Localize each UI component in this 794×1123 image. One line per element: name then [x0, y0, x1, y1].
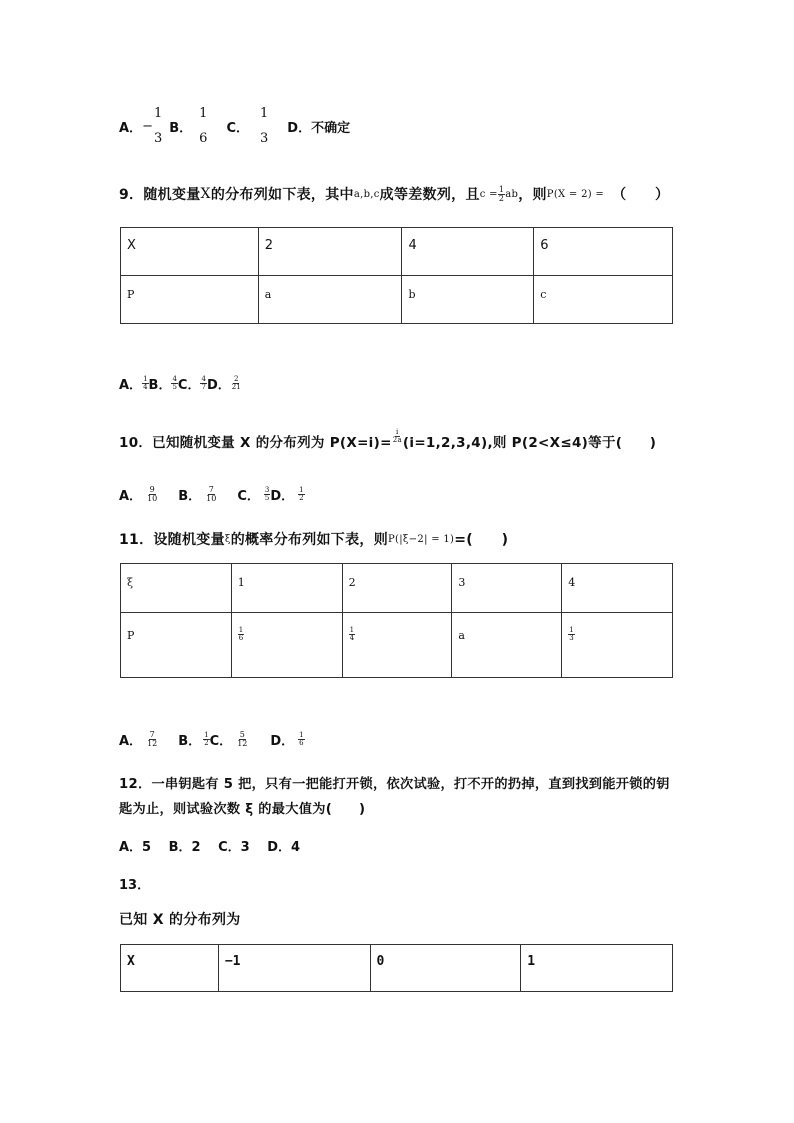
q10-option-b-label: B．: [178, 488, 202, 504]
q9-paren: （ ）: [612, 187, 670, 203]
q8-option-b-fraction: 1 6: [199, 106, 208, 146]
q9-stem: [119, 182, 669, 206]
q9-option-b-fraction: $\frac{4}{5}$: [172, 374, 177, 391]
q11-cell: a: [452, 613, 562, 678]
q9-option-b-label: B．: [148, 377, 172, 393]
q10-option-a-label: A．: [119, 488, 143, 504]
q11-stem: [119, 527, 508, 551]
q10-prefix: 10．已知随机变量 X 的分布列为 P(X=i)=: [119, 435, 392, 451]
q9-table-row: [121, 276, 673, 324]
q8-option-d-label: D．不确定: [287, 120, 351, 136]
q9-option-c-label: C．: [177, 377, 201, 393]
q11-cell: 1: [231, 564, 342, 613]
q9-mid3: ，则: [518, 187, 547, 203]
q9-option-d-label: D．: [206, 377, 231, 393]
q10-option-d-fraction: $\frac{1}{2}$: [299, 485, 304, 502]
q10-option-b-fraction: $\frac{7}{10}$: [206, 484, 217, 503]
q9-px2: P(X = 2) =: [546, 188, 605, 200]
q8-option-c-label: C．: [226, 120, 249, 136]
q12-line2: 匙为止，则试验次数 ξ 的最大值为( ): [119, 802, 366, 817]
q11-xi: ξ: [224, 533, 231, 545]
q11-table-row: [121, 564, 673, 613]
q11-suffix: =( ): [454, 532, 509, 548]
q10-suffix: (i=1,2,3,4),则 P(2<X≤4)等于( ): [402, 435, 657, 451]
q9-cell: b: [402, 276, 534, 324]
q11-option-a-label: A．: [119, 733, 143, 749]
q8-option-c-fraction: 1 3: [260, 106, 269, 146]
q12-line1: 12．一串钥匙有 5 把，只有一把能打开锁，依次试验，打不开的扔掉，直到找到能开锁的钥: [119, 777, 670, 792]
q11-cell: 4: [562, 564, 673, 613]
q11-cell: $\frac{1}{4}$: [342, 613, 452, 678]
q11-table: [120, 563, 673, 678]
q9-cell: 6: [534, 228, 673, 276]
q8-option-a-label: A．: [119, 120, 143, 136]
q9-options: [119, 371, 242, 395]
q13-number: 13．: [119, 878, 151, 893]
q9-option-d-fraction: $\frac{2}{21}$: [231, 374, 241, 391]
q11-option-c-fraction: $\frac{5}{12}$: [237, 729, 248, 748]
q10-option-d-label: D．: [270, 488, 295, 504]
q10-options: [119, 479, 305, 509]
q11-mid: 的概率分布列如下表，则: [230, 532, 389, 548]
q11-cell: $\frac{1}{3}$: [562, 613, 673, 678]
q10-stem: [119, 424, 656, 458]
q9-cell: 2: [258, 228, 402, 276]
q11-prefix: 11．设随机变量: [119, 532, 225, 548]
q10-option-c-label: C．: [237, 488, 260, 504]
q11-table-row: [121, 613, 673, 678]
q13-intro: 已知 X 的分布列为: [119, 912, 241, 928]
q9-c-eq: c =: [479, 188, 498, 200]
q11-cell: ξ: [121, 564, 232, 613]
q11-cell: $\frac{1}{6}$: [231, 613, 342, 678]
q9-ab: ab: [505, 188, 519, 200]
q11-option-b-label: B．: [178, 733, 202, 749]
q11-option-d-fraction: $\frac{1}{6}$: [299, 730, 304, 747]
q9-option-a-label: A．: [119, 377, 143, 393]
q11-option-d-label: D．: [270, 733, 295, 749]
q8-option-a-sign: −: [142, 118, 153, 134]
q9-option-c-fraction: $\frac{4}{7}$: [201, 374, 206, 391]
q13-cell: X: [121, 945, 219, 992]
q9-option-a-fraction: $\frac{1}{4}$: [143, 374, 148, 391]
q9-cell: P: [121, 276, 259, 324]
q9-half-fraction: $\frac{1}{2}$: [498, 184, 505, 203]
q13-cell: 1: [521, 945, 673, 992]
q10-option-c-fraction: $\frac{3}{5}$: [264, 485, 270, 502]
q8-option-a-fraction: 1 3: [153, 106, 163, 146]
q9-prefix: 9．随机变量: [119, 187, 201, 203]
q11-option-c-label: C．: [209, 733, 233, 749]
q9-cell: X: [121, 228, 259, 276]
q9-table-row: [121, 228, 673, 276]
q13-cell: −1: [218, 945, 370, 992]
q9-cell: 4: [402, 228, 534, 276]
q11-expr: P(|ξ−2| = 1): [388, 533, 455, 545]
q9-table: [120, 227, 673, 324]
q11-cell: 3: [452, 564, 562, 613]
q13-table: [120, 944, 673, 992]
q9-mid2: 成等差数列，且: [379, 187, 480, 203]
q13-cell: 0: [370, 945, 521, 992]
q9-var: X: [200, 186, 211, 202]
q9-cell: c: [534, 276, 673, 324]
q11-cell: P: [121, 613, 232, 678]
q11-option-a-fraction: $\frac{7}{12}$: [147, 729, 158, 748]
q10-fraction: $\frac{i}{2a}$: [392, 427, 402, 444]
q11-cell: 2: [342, 564, 452, 613]
q9-cell: a: [258, 276, 402, 324]
q9-mid1: 的分布列如下表，其中: [210, 187, 354, 203]
q11-options: [119, 726, 305, 752]
q10-option-a-fraction: $\frac{9}{10}$: [147, 484, 158, 503]
q9-abc: a,b,c: [353, 188, 380, 200]
q13-table-row: [121, 945, 673, 992]
q11-option-b-fraction: $\frac{1}{2}$: [204, 730, 209, 747]
q8-options: [119, 103, 350, 149]
q8-option-b-label: B．: [169, 120, 193, 136]
q12-options: A．5 B．2 C．3 D．4: [119, 840, 301, 855]
